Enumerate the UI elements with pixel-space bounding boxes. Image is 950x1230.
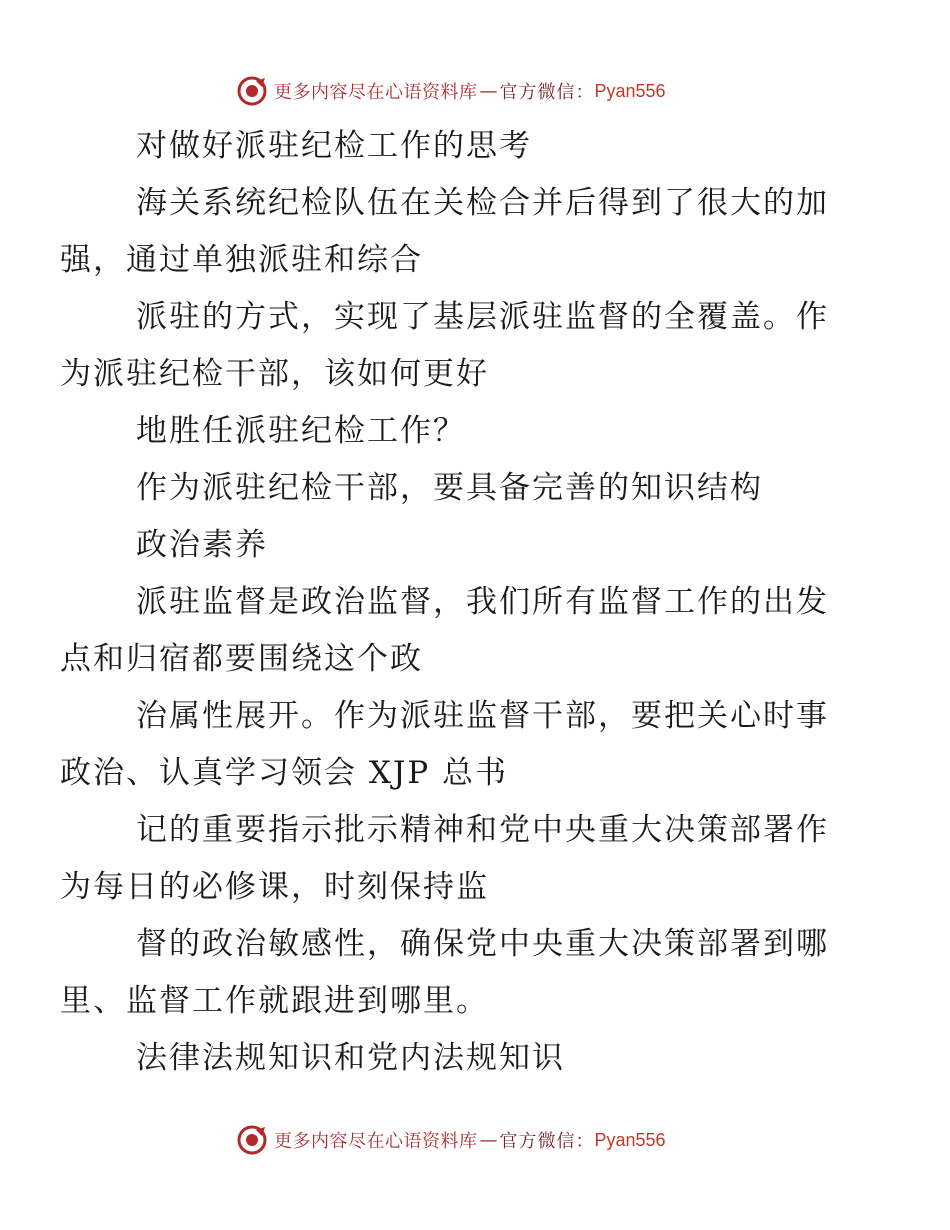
paragraph bbox=[60, 175, 858, 289]
paragraph bbox=[60, 688, 858, 802]
watermark-name: 更多内容尽在心语资料库 bbox=[274, 1131, 478, 1152]
watermark-label: 官方微信： bbox=[499, 1131, 595, 1152]
text-line: 里、监督工作就跟进到哪里。 bbox=[60, 983, 489, 1019]
watermark-id: Pyan556 bbox=[594, 1129, 666, 1150]
header-watermark bbox=[236, 74, 666, 108]
paragraph bbox=[98, 460, 858, 517]
section-heading bbox=[98, 517, 858, 574]
section-heading bbox=[98, 1030, 858, 1087]
paragraph bbox=[60, 574, 858, 688]
text-line: 点和归宿都要围绕这个政 bbox=[60, 641, 423, 677]
text-line: 海关系统纪检队伍在关检合并后得到了很大的加 bbox=[136, 185, 829, 221]
paragraph bbox=[98, 403, 858, 460]
watermark-dash: — bbox=[479, 1129, 498, 1151]
watermark-name: 更多内容尽在心语资料库 bbox=[274, 82, 478, 103]
text-line: 强，通过单独派驻和综合 bbox=[60, 242, 423, 278]
text-line: 政治素养 bbox=[136, 527, 268, 563]
document-body bbox=[60, 118, 858, 1087]
watermark-label: 官方微信： bbox=[499, 82, 595, 103]
text-line: 地胜任派驻纪检工作？ bbox=[136, 413, 466, 449]
watermark-dash: — bbox=[479, 80, 498, 102]
paragraph bbox=[60, 289, 858, 403]
text-line: 为每日的必修课，时刻保持监 bbox=[60, 869, 489, 905]
watermark-id: Pyan556 bbox=[594, 80, 666, 101]
text-line: 对做好派驻纪检工作的思考 bbox=[136, 128, 532, 164]
logo-icon bbox=[236, 75, 268, 107]
text-line: 治属性展开。作为派驻监督干部，要把关心时事 bbox=[136, 698, 829, 734]
footer-watermark bbox=[236, 1123, 666, 1157]
text-line: 法律法规知识和党内法规知识 bbox=[136, 1040, 565, 1076]
document-title bbox=[98, 118, 858, 175]
text-line: 为派驻纪检干部，该如何更好 bbox=[60, 356, 489, 392]
text-line: 记的重要指示批示精神和党中央重大决策部署作 bbox=[136, 812, 829, 848]
text-line: 派驻的方式，实现了基层派驻监督的全覆盖。作 bbox=[136, 299, 829, 335]
text-line: 政治、认真学习领会 XJP 总书 bbox=[60, 755, 509, 791]
text-line: 派驻监督是政治监督，我们所有监督工作的出发 bbox=[136, 584, 829, 620]
text-line: 督的政治敏感性，确保党中央重大决策部署到哪 bbox=[136, 926, 829, 962]
paragraph bbox=[60, 916, 858, 1030]
text-line: 作为派驻纪检干部，要具备完善的知识结构 bbox=[136, 470, 763, 506]
logo-icon bbox=[236, 1124, 268, 1156]
paragraph bbox=[60, 802, 858, 916]
